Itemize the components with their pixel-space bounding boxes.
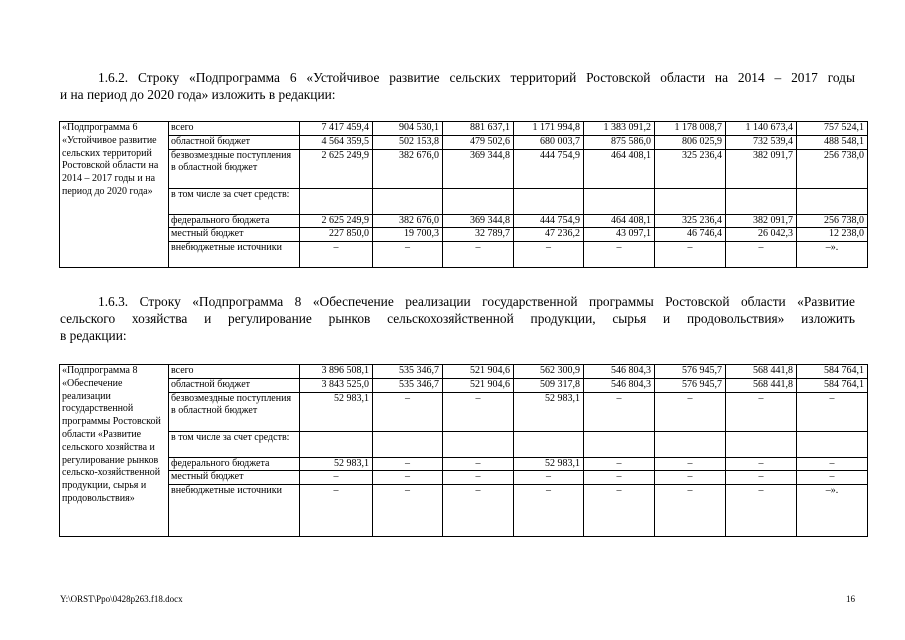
value-cell: – [797, 457, 868, 471]
value-cell: 576 945,7 [655, 365, 726, 379]
value-cell: 576 945,7 [655, 378, 726, 392]
value-cell: 546 804,3 [584, 365, 655, 379]
value-cell [797, 431, 868, 457]
row-label: внебюджетные источники [169, 242, 300, 268]
value-cell: 535 346,7 [373, 378, 443, 392]
value-cell: 382 091,7 [726, 149, 797, 188]
paragraph-line: сельского хозяйства и регулирование рынков сельскохозяйственной продукции, сырья и продовольствия» изложить [60, 311, 855, 326]
value-cell [655, 431, 726, 457]
value-cell: 2 625 249,9 [300, 149, 373, 188]
table-row [60, 214, 868, 228]
value-cell: – [373, 242, 443, 268]
value-cell: 1 171 994,8 [514, 122, 584, 136]
value-cell: 3 843 525,0 [300, 378, 373, 392]
table-row [60, 378, 868, 392]
value-cell: – [726, 392, 797, 431]
table-row [60, 149, 868, 188]
value-cell: – [655, 242, 726, 268]
value-cell [797, 188, 868, 214]
value-cell: 2 625 249,9 [300, 214, 373, 228]
row-label: всего [169, 122, 300, 136]
value-cell: – [655, 392, 726, 431]
value-cell: 444 754,9 [514, 149, 584, 188]
program-name-cell: «Подпрограмма 6 «Устойчивое развитие сельских территорий Ростовской области на 2014 – 2017 годы и на период до 2020 года» [60, 122, 169, 268]
value-cell: – [300, 471, 373, 485]
value-cell: 568 441,8 [726, 378, 797, 392]
value-cell: 52 983,1 [514, 392, 584, 431]
value-cell: 7 417 459,4 [300, 122, 373, 136]
value-cell [373, 188, 443, 214]
value-cell: – [584, 242, 655, 268]
row-label: безвозмездные поступления в областной бюджет [169, 149, 300, 188]
value-cell: – [373, 485, 443, 537]
value-cell [514, 431, 584, 457]
paragraph-1-6-3 [60, 293, 855, 344]
row-label: местный бюджет [169, 228, 300, 242]
value-cell: 732 539,4 [726, 135, 797, 149]
value-cell: 1 178 008,7 [655, 122, 726, 136]
value-cell [300, 431, 373, 457]
value-cell: 369 344,8 [443, 214, 514, 228]
value-cell: – [443, 242, 514, 268]
value-cell: 46 746,4 [655, 228, 726, 242]
value-cell: 227 850,0 [300, 228, 373, 242]
table-row [60, 135, 868, 149]
value-cell: 444 754,9 [514, 214, 584, 228]
value-cell: – [514, 242, 584, 268]
value-cell: – [514, 485, 584, 537]
value-cell: 47 236,2 [514, 228, 584, 242]
table-row [60, 431, 868, 457]
row-label: в том числе за счет средств: [169, 188, 300, 214]
value-cell: 382 676,0 [373, 149, 443, 188]
value-cell: – [584, 471, 655, 485]
table-row [60, 228, 868, 242]
value-cell: – [655, 485, 726, 537]
table-row [60, 242, 868, 268]
value-cell: 584 764,1 [797, 378, 868, 392]
table-row [60, 457, 868, 471]
value-cell: – [373, 457, 443, 471]
value-cell [373, 431, 443, 457]
value-cell: 3 896 508,1 [300, 365, 373, 379]
value-cell: – [584, 485, 655, 537]
value-cell [655, 188, 726, 214]
value-cell: – [373, 471, 443, 485]
value-cell: 479 502,6 [443, 135, 514, 149]
value-cell: 52 983,1 [300, 457, 373, 471]
value-cell: 52 983,1 [514, 457, 584, 471]
value-cell: – [655, 457, 726, 471]
value-cell: 502 153,8 [373, 135, 443, 149]
value-cell: 521 904,6 [443, 378, 514, 392]
value-cell [726, 431, 797, 457]
subprogram-6-table [59, 121, 868, 268]
value-cell: 488 548,1 [797, 135, 868, 149]
value-cell: – [584, 392, 655, 431]
value-cell: 562 300,9 [514, 365, 584, 379]
value-cell: – [373, 392, 443, 431]
value-cell: 535 346,7 [373, 365, 443, 379]
value-cell: 325 236,4 [655, 149, 726, 188]
value-cell: 4 564 359,5 [300, 135, 373, 149]
value-cell: – [443, 392, 514, 431]
row-label: областной бюджет [169, 378, 300, 392]
value-cell: 875 586,0 [584, 135, 655, 149]
table-row [60, 485, 868, 537]
table-row [60, 188, 868, 214]
row-label: областной бюджет [169, 135, 300, 149]
value-cell: 757 524,1 [797, 122, 868, 136]
paragraph-line: 1.6.2. Строку «Подпрограмма 6 «Устойчивое развитие сельских территорий Ростовской области на 2014 – 2017 годы [98, 70, 855, 85]
value-cell: 325 236,4 [655, 214, 726, 228]
value-cell: – [797, 392, 868, 431]
value-cell: – [655, 471, 726, 485]
value-cell: – [300, 242, 373, 268]
value-cell: – [726, 471, 797, 485]
value-cell: 546 804,3 [584, 378, 655, 392]
paragraph-line: 1.6.3. Строку «Подпрограмма 8 «Обеспечение реализации государственной программы Ростовской области «Развитие [98, 294, 855, 309]
value-cell: 1 140 673,4 [726, 122, 797, 136]
value-cell: 904 530,1 [373, 122, 443, 136]
row-label: внебюджетные источники [169, 485, 300, 537]
value-cell: 584 764,1 [797, 365, 868, 379]
paragraph-line: в редакции: [60, 328, 127, 343]
value-cell: 680 003,7 [514, 135, 584, 149]
value-cell [726, 188, 797, 214]
value-cell [443, 188, 514, 214]
page-number: 16 [846, 594, 855, 604]
table-row [60, 122, 868, 136]
paragraph-line: и на период до 2020 года» изложить в редакции: [60, 87, 336, 102]
value-cell: – [726, 457, 797, 471]
paragraph-1-6-2 [60, 69, 855, 103]
value-cell: – [726, 485, 797, 537]
value-cell: 806 025,9 [655, 135, 726, 149]
row-label: федерального бюджета [169, 214, 300, 228]
value-cell: 464 408,1 [584, 214, 655, 228]
value-cell: –». [797, 485, 868, 537]
value-cell [514, 188, 584, 214]
value-cell: 382 676,0 [373, 214, 443, 228]
value-cell: – [443, 485, 514, 537]
value-cell [443, 431, 514, 457]
footer-file-path: Y:\ORST\Ppo\0428p263.f18.docx [60, 594, 183, 604]
value-cell: – [300, 485, 373, 537]
value-cell: 881 637,1 [443, 122, 514, 136]
row-label: всего [169, 365, 300, 379]
program-name-cell: «Подпрограмма 8 «Обеспечение реализации государственной программы Ростовской области «Развитие сельского хозяйства и регулирование рынков сельско-хозяйственной продукции, сырья и продовольствия» [60, 365, 169, 537]
value-cell: –». [797, 242, 868, 268]
value-cell: 464 408,1 [584, 149, 655, 188]
value-cell: 256 738,0 [797, 149, 868, 188]
row-label: в том числе за счет средств: [169, 431, 300, 457]
value-cell [584, 431, 655, 457]
value-cell [584, 188, 655, 214]
value-cell: 43 097,1 [584, 228, 655, 242]
value-cell: 1 383 091,2 [584, 122, 655, 136]
value-cell: – [726, 242, 797, 268]
value-cell: – [443, 471, 514, 485]
value-cell: 256 738,0 [797, 214, 868, 228]
table-row [60, 392, 868, 431]
table-row [60, 471, 868, 485]
subprogram-8-table [59, 364, 868, 537]
value-cell: – [443, 457, 514, 471]
value-cell: – [797, 471, 868, 485]
value-cell: 19 700,3 [373, 228, 443, 242]
value-cell: – [514, 471, 584, 485]
value-cell: 369 344,8 [443, 149, 514, 188]
value-cell [300, 188, 373, 214]
value-cell: 12 238,0 [797, 228, 868, 242]
table-row [60, 365, 868, 379]
row-label: местный бюджет [169, 471, 300, 485]
value-cell: 382 091,7 [726, 214, 797, 228]
row-label: безвозмездные поступления в областной бюджет [169, 392, 300, 431]
value-cell: 52 983,1 [300, 392, 373, 431]
value-cell: – [584, 457, 655, 471]
value-cell: 568 441,8 [726, 365, 797, 379]
value-cell: 521 904,6 [443, 365, 514, 379]
row-label: федерального бюджета [169, 457, 300, 471]
value-cell: 509 317,8 [514, 378, 584, 392]
value-cell: 26 042,3 [726, 228, 797, 242]
value-cell: 32 789,7 [443, 228, 514, 242]
